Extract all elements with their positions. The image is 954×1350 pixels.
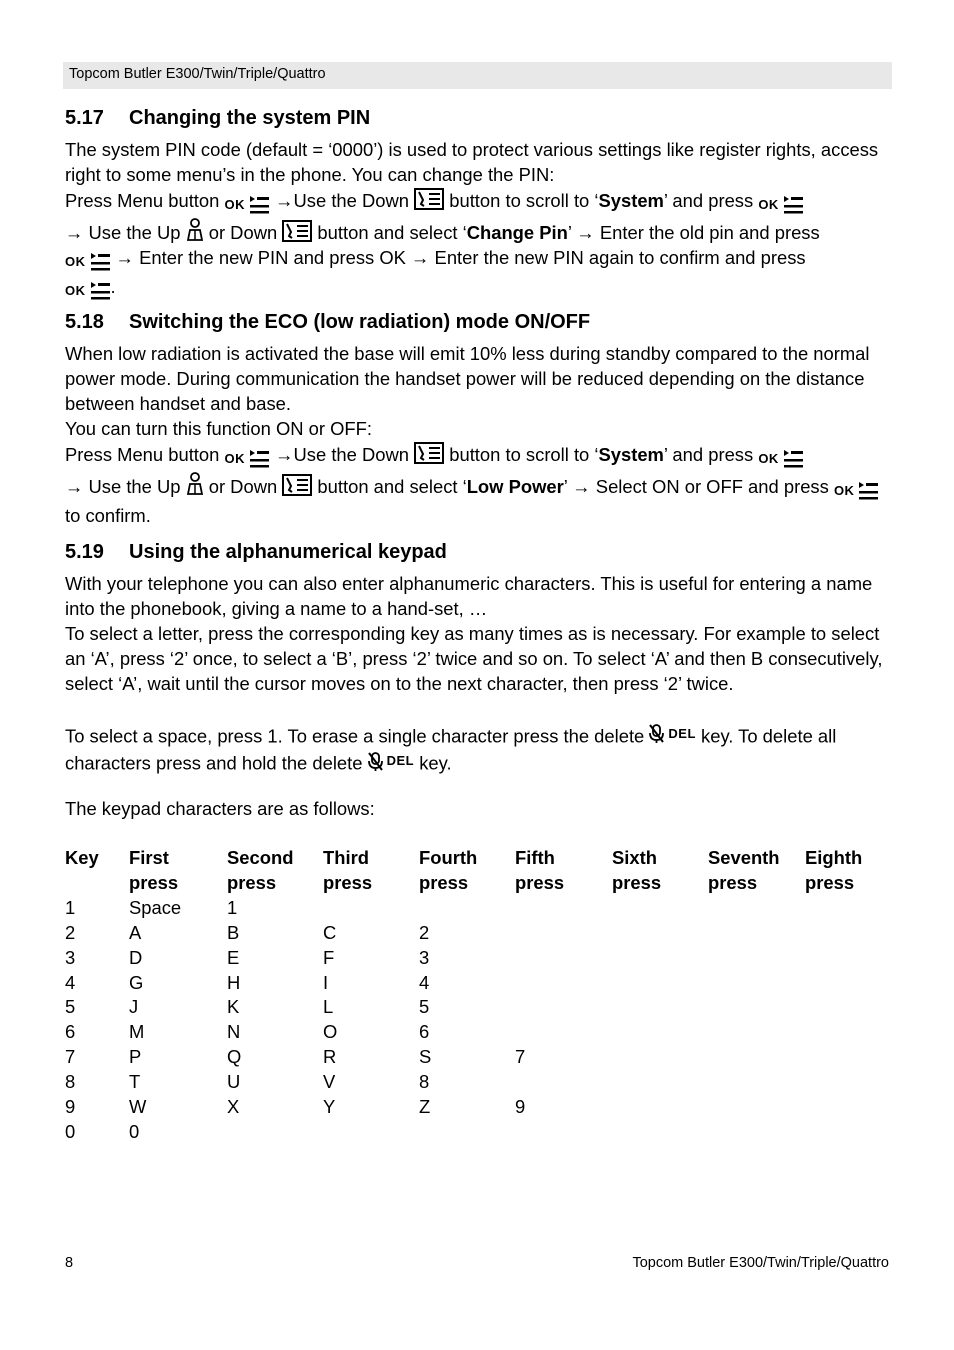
table-cell	[612, 896, 708, 921]
table-cell	[612, 1045, 708, 1070]
table-cell	[805, 1070, 895, 1095]
table-cell: L	[323, 996, 334, 1018]
table-row	[65, 1020, 895, 1045]
instruction-text: ’	[563, 475, 573, 497]
table-cell	[612, 1070, 708, 1095]
instruction-text: or Down	[203, 475, 283, 497]
column-header: Sixth press	[612, 847, 662, 893]
instruction-text: To select a space, press 1. To erase a single character press the delete	[65, 725, 650, 747]
table-cell	[612, 1095, 708, 1120]
column-header: Key	[65, 847, 99, 868]
table-cell	[805, 921, 895, 946]
table-cell: Q	[227, 1046, 242, 1068]
section-number: 5.19	[65, 541, 104, 563]
section-5-19-letter-selection: To select a letter, press the corresponding key as many times as is necessary. For example to select an ‘A’, press ‘2’ once, to select a ‘B’, press ‘2’ twice and so on. To select ‘A’ and then B consecutively, select ‘A’, wait until the cursor moves on to the next character, then press ‘2’ twice.	[65, 623, 883, 694]
down-phonebook-icon	[282, 474, 312, 496]
table-cell: 9	[515, 1096, 526, 1118]
column-header: Seventh press	[708, 847, 780, 893]
instruction-text: button and select ‘	[312, 221, 467, 243]
table-cell	[612, 921, 708, 946]
table-cell: F	[323, 946, 335, 968]
instruction-text: Enter the new PIN again to confirm and press	[429, 246, 806, 268]
instruction-text: or Down	[203, 221, 283, 243]
table-cell: U	[227, 1071, 241, 1093]
ok-menu-icon: OK	[65, 250, 111, 275]
section-title: Switching the ECO (low radiation) mode ON/OFF	[129, 311, 591, 333]
table-cell: I	[323, 971, 329, 993]
table-cell: 3	[419, 946, 430, 968]
table-cell: X	[227, 1096, 240, 1118]
table-cell: T	[129, 1071, 141, 1093]
table-cell	[323, 1120, 419, 1145]
menu-item-change-pin: Change Pin	[466, 221, 568, 243]
ok-menu-icon: OK	[224, 447, 270, 472]
table-cell	[805, 1045, 895, 1070]
instruction-text: to confirm.	[65, 504, 151, 526]
section-5-17-intro: The system PIN code (default = ‘0000’) is used to protect various settings like register rights, access right to some menu’s in the phone. You can change the PIN:	[65, 139, 879, 185]
table-cell: H	[227, 971, 241, 993]
table-cell	[708, 1020, 805, 1045]
table-cell	[708, 1070, 805, 1095]
section-5-17-instructions	[65, 188, 895, 304]
table-row	[65, 971, 895, 996]
instruction-text: button and select ‘	[312, 475, 467, 497]
mute-del-icon: DEL	[649, 722, 696, 747]
column-header: Second press	[227, 847, 294, 893]
menu-item-low-power: Low Power	[466, 475, 564, 497]
column-header: Eighth press	[805, 847, 863, 893]
table-cell: 9	[65, 1096, 76, 1118]
column-header: First press	[129, 847, 179, 893]
table-cell	[708, 995, 805, 1020]
instruction-text: Press Menu button	[65, 190, 225, 211]
table-cell: 8	[419, 1071, 430, 1093]
section-5-18-intro: When low radiation is activated the base will emit 10% less during standby compared to the normal power mode. During communication the handset power will be reduced depending on the distance between handset and base.	[65, 343, 870, 414]
section-5-18-note: You can turn this function ON or OFF:	[65, 418, 372, 439]
table-cell: 0	[129, 1120, 140, 1142]
ok-menu-icon: OK	[834, 479, 880, 504]
section-number: 5.18	[65, 311, 104, 333]
mute-del-icon: DEL	[368, 749, 415, 774]
table-cell	[805, 1020, 895, 1045]
table-cell	[323, 896, 419, 921]
instruction-text: key.	[414, 752, 452, 774]
section-5-19-table-intro: The keypad characters are as follows:	[65, 798, 375, 819]
table-row	[65, 1070, 895, 1095]
table-cell: C	[323, 921, 337, 943]
arrow-icon: →	[65, 475, 84, 497]
table-cell: 1	[65, 896, 76, 918]
table-cell: B	[227, 921, 240, 943]
arrow-icon: →	[115, 246, 135, 268]
table-cell	[708, 1045, 805, 1070]
section-heading-5-17	[65, 107, 370, 130]
table-cell	[612, 1120, 708, 1145]
instruction-text: ’ and press	[663, 444, 759, 465]
table-cell: P	[129, 1046, 142, 1068]
table-cell	[805, 896, 895, 921]
instruction-text: ’ and press	[663, 190, 759, 211]
instruction-text: Use the Down	[293, 444, 415, 465]
instruction-text: Enter the old pin and press	[594, 221, 820, 243]
table-cell	[612, 971, 708, 996]
menu-item-system: System	[598, 190, 664, 211]
instruction-text: Use the Up	[83, 221, 186, 243]
table-cell: 0	[65, 1120, 76, 1142]
keypad-characters-table	[65, 846, 895, 1145]
table-row	[65, 946, 895, 971]
table-cell: 8	[65, 1071, 76, 1093]
ok-menu-icon: OK	[758, 193, 804, 218]
table-cell	[708, 971, 805, 996]
table-cell	[708, 1120, 805, 1145]
table-cell	[805, 971, 895, 996]
ok-menu-icon: OK	[758, 447, 804, 472]
footer-title: Topcom Butler E300/Twin/Triple/Quattro	[632, 1255, 889, 1271]
table-cell: V	[323, 1071, 336, 1093]
page-number: 8	[65, 1255, 74, 1271]
table-cell	[708, 946, 805, 971]
table-cell: 5	[65, 996, 76, 1018]
ok-menu-icon: OK	[65, 279, 111, 304]
table-row	[65, 896, 895, 921]
section-title: Changing the system PIN	[129, 107, 371, 129]
table-row	[65, 1045, 895, 1070]
table-cell	[515, 921, 612, 946]
up-contact-icon	[186, 472, 204, 496]
table-cell	[708, 1095, 805, 1120]
table-cell: D	[129, 946, 143, 968]
table-cell	[805, 1120, 895, 1145]
table-cell	[419, 1120, 515, 1145]
table-cell: 5	[419, 996, 430, 1018]
table-cell	[419, 896, 515, 921]
section-5-19-intro: With your telephone you can also enter alphanumeric characters. This is useful for entering a name into the phonebook, giving a name to a hand-set, …	[65, 573, 873, 619]
table-cell: E	[227, 946, 240, 968]
table-cell: 2	[65, 921, 76, 943]
table-cell	[612, 995, 708, 1020]
table-cell: 3	[65, 946, 76, 968]
table-cell	[805, 1095, 895, 1120]
table-cell: J	[129, 996, 139, 1018]
table-row	[65, 1120, 895, 1145]
column-header: Fourth press	[419, 847, 478, 893]
table-cell	[515, 946, 612, 971]
table-cell: O	[323, 1021, 338, 1043]
table-cell	[515, 1120, 612, 1145]
arrow-icon: →	[572, 475, 591, 497]
table-row	[65, 1095, 895, 1120]
table-cell	[612, 946, 708, 971]
instruction-text: Press Menu button	[65, 444, 225, 465]
table-cell: 6	[65, 1021, 76, 1043]
table-cell	[708, 896, 805, 921]
section-title: Using the alphanumerical keypad	[129, 541, 447, 563]
table-cell	[805, 995, 895, 1020]
down-phonebook-icon	[414, 442, 444, 464]
table-cell: R	[323, 1046, 337, 1068]
table-cell: K	[227, 996, 240, 1018]
instruction-text: Enter the new PIN and press OK	[134, 246, 412, 268]
down-phonebook-icon	[414, 188, 444, 210]
arrow-icon: →	[275, 444, 294, 465]
table-cell: 7	[515, 1046, 526, 1068]
table-header-row	[65, 846, 895, 896]
table-cell	[515, 995, 612, 1020]
table-cell: W	[129, 1096, 147, 1118]
table-cell	[612, 1020, 708, 1045]
table-cell	[515, 1020, 612, 1045]
instruction-text: Select ON or OFF and press	[590, 475, 834, 497]
table-cell: Y	[323, 1096, 336, 1118]
section-heading-5-18	[65, 311, 590, 334]
instruction-text: Use the Down	[293, 190, 415, 211]
table-cell: 7	[65, 1046, 76, 1068]
table-cell: 4	[65, 971, 76, 993]
table-cell	[515, 1070, 612, 1095]
arrow-icon: →	[65, 221, 84, 243]
table-cell: G	[129, 971, 144, 993]
instruction-text: key. To delete all characters press and hold the delete	[65, 725, 837, 774]
header-title: Topcom Butler E300/Twin/Triple/Quattro	[69, 66, 326, 82]
table-cell	[227, 1120, 323, 1145]
table-cell: 6	[419, 1021, 430, 1043]
table-cell	[515, 971, 612, 996]
up-contact-icon	[186, 218, 204, 242]
table-cell: 1	[227, 896, 238, 918]
running-header	[63, 62, 892, 89]
arrow-icon: →	[411, 246, 430, 268]
table-row	[65, 921, 895, 946]
column-header: Third press	[323, 847, 373, 893]
table-cell: Z	[419, 1096, 431, 1118]
section-number: 5.17	[65, 107, 104, 129]
table-cell: 2	[419, 921, 430, 943]
table-cell: M	[129, 1021, 145, 1043]
table-cell: A	[129, 921, 142, 943]
table-cell: Space	[129, 896, 182, 918]
section-5-19-delete-info	[65, 722, 895, 777]
arrow-icon: →	[576, 221, 595, 243]
instruction-text: .	[110, 275, 116, 297]
instruction-text: button to scroll to ‘	[444, 444, 599, 465]
instruction-text: button to scroll to ‘	[444, 190, 599, 211]
arrow-icon: →	[275, 190, 294, 211]
instruction-text: ’	[567, 221, 577, 243]
section-heading-5-19	[65, 541, 447, 564]
instruction-text: Use the Up	[83, 475, 186, 497]
table-cell	[805, 946, 895, 971]
menu-item-system: System	[598, 444, 664, 465]
section-5-18-instructions	[65, 442, 895, 529]
table-cell	[708, 921, 805, 946]
table-row	[65, 995, 895, 1020]
column-header: Fifth press	[515, 847, 565, 893]
table-cell: S	[419, 1046, 432, 1068]
table-cell: N	[227, 1021, 241, 1043]
down-phonebook-icon	[282, 220, 312, 242]
table-cell: 4	[419, 971, 430, 993]
table-cell	[515, 896, 612, 921]
ok-menu-icon: OK	[224, 193, 270, 218]
